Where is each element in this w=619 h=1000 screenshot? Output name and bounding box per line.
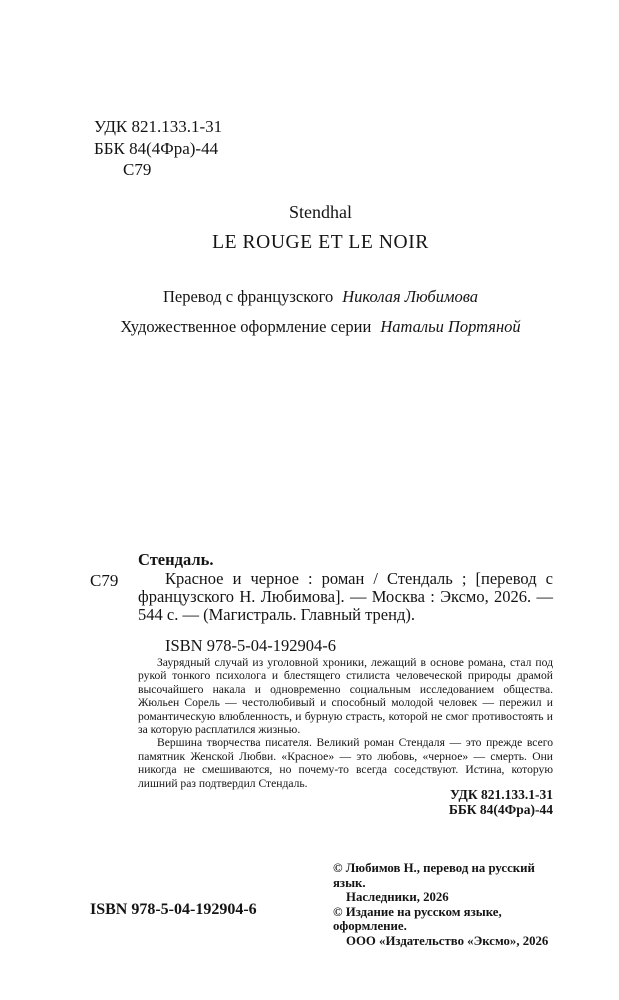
design-credit-role: Художественное оформление серии [120, 317, 372, 336]
annotation [88, 656, 553, 790]
isbn-catalog: ISBN 978-5-04-192904-6 [165, 636, 336, 655]
catalog-card [88, 551, 553, 656]
udk-code-bottom: УДК 821.133.1-31 [450, 787, 553, 802]
translation-credit-role: Перевод с французского [162, 287, 334, 306]
copyright-entry-edition-line1: © Издание на русском языке, оформление. [333, 904, 502, 934]
udk-code: УДК 821.133.1-31 [94, 117, 223, 136]
bottom-cataloging-codes [88, 788, 553, 817]
author-sign: С79 [123, 160, 152, 179]
page-content [88, 0, 553, 1000]
copyright-block [333, 861, 563, 949]
book-title: LE ROUGE ET LE NOIR [212, 232, 429, 253]
copyright-entry-translation-line1: © Любимов Н., перевод на русский язык. [333, 861, 535, 890]
design-credit [88, 317, 553, 337]
bbk-code-bottom: ББК 84(4Фра)-44 [448, 801, 553, 817]
catalog-card-body [88, 570, 553, 624]
top-cataloging-codes [94, 116, 559, 181]
isbn-bottom: ISBN 978-5-04-192904-6 [90, 901, 257, 918]
copyright-entry-edition-line2: ООО «Издательство «Эксмо», 2026 [346, 933, 549, 948]
copyright-entry-translation-line2: Наследники, 2026 [346, 890, 449, 905]
title-block [88, 202, 553, 254]
catalog-author-heading: Стендаль. [138, 550, 214, 569]
translator-name: Николая Любимова [342, 287, 479, 306]
translation-credit [88, 287, 553, 307]
bbk-code: ББК 84(4Фра)-44 [94, 138, 219, 158]
annotation-paragraph-1: Заурядный случай из уголовной хроники, лежащий в основе романа, стал под рукой тонкого психолога и блестящего стилиста человеческой природы драмой высочайшего накала и одновременно социальным исследованием общества. Жюльен Сорель — честолюбивый и способный молодой человек — пережил и романтическую влюбленность, и бурную страсть, которой не смог противостоять и за которую расплатился жизнью. [138, 656, 553, 737]
catalog-card-code: С79 [90, 571, 119, 590]
designer-name: Натальи Портяной [380, 317, 521, 336]
book-author: Stendhal [289, 202, 352, 222]
annotation-paragraph-2: Вершина творчества писателя. Великий роман Стендаля — это прежде всего памятник Женской Любви. «Красное» — это любовь, «черное» — смерть. Они никогда не смешиваются, но почему-то всегда соседствуют. Истина, которую лишний раз подтвердил Стендаль. [138, 736, 553, 790]
catalog-description: Красное и черное : роман / Стендаль ; [перевод с французского Н. Любимова]. — Москва : Эксмо, 2026. — 544 с. — (Магистраль. Главный тренд). [138, 569, 553, 624]
